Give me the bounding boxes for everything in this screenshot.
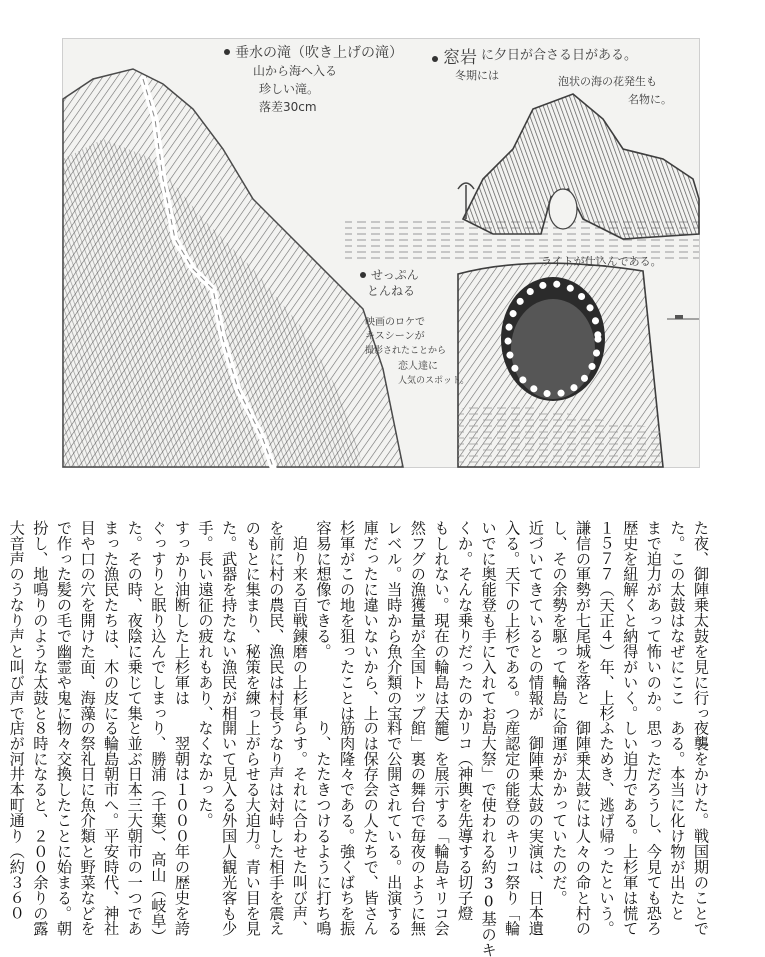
window-rock-note-1: に夕日が合さる日がある。	[481, 48, 638, 63]
article-upper-line: くか。そんな乗りだったのか	[456, 520, 475, 721]
window-rock-note-3: 泡状の海の花発生も	[558, 75, 657, 88]
article-upper-line: ぐっすりと眠り込んでしまっ	[149, 520, 168, 721]
tunnel-title-note-2: とんねる	[367, 284, 416, 298]
article-lower-line: 館」裏の舞台で毎夜のように無	[408, 720, 427, 937]
article-lower-line: 夜襲をかけた。戦国期のことで	[692, 720, 710, 937]
article-lower-line: しい迫力である。上杉軍は慌て	[621, 720, 640, 937]
window-rock-title-note: 窓岩	[443, 48, 477, 68]
article-lower-line: 翌朝は１０００年の歴史を誇	[172, 720, 191, 937]
article-lower-line: ８時になると、２００余りの露	[31, 720, 50, 937]
window-rock-note-2: 冬期には	[455, 69, 499, 82]
light-note: ライトが仕込んである。	[541, 255, 662, 268]
article-lower-line: うなり声は対峙した相手を震え	[267, 720, 286, 937]
article-lower-line: 開いて見入る外国人観光客も少	[220, 720, 239, 937]
article-upper-line: を前に村の農民、漁民は村長	[267, 520, 286, 721]
article-lower-line: ある。本当に化け物が出たと	[668, 720, 687, 921]
window-rock-note-4: 名物に。	[628, 93, 672, 106]
article-upper-line: いでに奥能登も手に入れてお	[479, 520, 498, 721]
article-upper-block	[7, 520, 712, 721]
article-lower-line: リコ（神輿を先導する切子燈	[456, 720, 475, 921]
article-lower-line: る輪島朝市へ。平安時代、神社	[102, 720, 121, 937]
article-upper-line: し、その余勢を駆って輪島に	[550, 520, 569, 721]
tunnel-note-5: 人気のスポット。	[398, 376, 470, 386]
article-upper-line: た。その時、夜陰に乗じて集	[125, 520, 144, 721]
article-upper-line: 然フグの漁獲量が全国トップ	[408, 520, 427, 721]
article-lower-line: 思っただろうし、今見ても恐ろ	[644, 720, 663, 937]
article-upper-line: 容易に想像できる。	[314, 520, 333, 660]
article-lower-line: 籠）を展示する「輪島キリコ会	[432, 720, 451, 937]
article-lower-line: 筋肉隆々である。強くばちを振	[338, 720, 357, 937]
article-upper-line: まった漁民たちは、木の皮に	[102, 520, 121, 721]
article-lower-line: ふためき、逃げ帰ったという。	[597, 720, 616, 937]
article-lower-line: のは保存会の人たちで、皆さん	[361, 720, 380, 937]
waterfall-title-note: 垂水の滝（吹き上げの滝）	[235, 45, 403, 61]
article-lower-line: の祭礼日に魚介類と野菜などを	[78, 720, 97, 937]
article-lower-line: らす。それに合わせた叫び声、	[290, 720, 309, 937]
waterfall-note-3: 落差30cm	[259, 100, 317, 114]
article-upper-line: た。武器を持たない漁民が相	[220, 520, 239, 721]
article-upper-line: 扮し、地鳴りのような太鼓と	[31, 520, 50, 721]
tunnel-title-note-1: せっぷん	[371, 268, 419, 282]
article-upper-line: レベル。当時から魚介類の宝	[385, 520, 404, 721]
article-lower-line: 御陣乗太鼓には人々の命と村の	[574, 720, 593, 937]
article-lower-line: なくなかった。	[196, 720, 215, 829]
article-lower-line: 産認定の能登のキリコ祭り「輪	[503, 720, 522, 937]
article-upper-line: 迫り来る百戦錬磨の上杉軍	[290, 520, 309, 721]
article-upper-line: 大音声のうなり声と叫び声で	[7, 520, 26, 721]
article-upper-line: 歴史を紐解くと納得がいく。	[621, 520, 640, 721]
tunnel-note-3: 撮影されたことから	[365, 346, 447, 356]
article-lower-line: 料で公開されている。出演する	[385, 720, 404, 937]
tunnel-note-1: 映画のロケで	[365, 317, 425, 328]
article-lower-line: 島大祭」で使われる約30基のキ	[479, 720, 498, 957]
article-lower-line: 御陣乗太鼓の実演は、日本遺	[526, 720, 545, 937]
waterfall-note-1: 山から海へ入る	[253, 64, 338, 78]
article-upper-line: １５７７（天正４）年、上杉	[597, 520, 616, 721]
article-lower-line: 上がらせる大迫力。青い目を見	[243, 720, 262, 937]
article-upper-line: た夜、御陣乗太鼓を見に行っ	[692, 520, 710, 721]
tunnel-note-4: 恋人達に	[398, 361, 438, 372]
article-lower-line: り、勝浦（千葉）、高山（岐阜）	[149, 720, 168, 945]
tunnel-note-2: キスシーンが	[365, 331, 425, 342]
article-lower-line: り、たたきつけるように打ち鳴	[314, 720, 333, 937]
article-upper-line: 目や口の穴を開けた面、海藻	[78, 520, 97, 721]
article-upper-line: まで迫力があって怖いのか。	[644, 520, 663, 721]
article-lower-line: 物々交換したことに始まる。朝	[54, 720, 73, 937]
article-lower-line: 命運がかかっていたのだ。	[550, 720, 569, 906]
article-upper-line: で作った髪の毛で幽霊や鬼に	[54, 520, 73, 721]
waterfall-note-2: 珍しい滝。	[259, 82, 320, 96]
article-upper-line: 杉軍がこの地を狙ったことは	[338, 520, 357, 721]
article-lower-block	[7, 720, 712, 957]
article-upper-line: 近づいてきているとの情報が	[526, 520, 545, 721]
article-upper-line: た。この太鼓はなぜにここ	[668, 520, 687, 706]
article-upper-line: すっかり油断した上杉軍は	[172, 520, 191, 706]
article-lower-line: 店が河井本町通り（約３６０	[7, 720, 26, 921]
article-upper-line: 手。長い遠征の疲れもあり、	[196, 520, 215, 721]
article-lower-line: と並ぶ日本三大朝市の一つであ	[125, 720, 144, 937]
article-upper-line: 庫だったに違いないから、上	[361, 520, 380, 721]
article-upper-line: 謙信の軍勢が七尾城を落と	[574, 520, 593, 706]
article-upper-line: のもとに集まり、秘策を練っ	[243, 520, 262, 721]
article-upper-line: 入る。天下の上杉である。つ	[503, 520, 522, 721]
article-upper-line: もしれない。現在の輪島は天	[432, 520, 451, 721]
